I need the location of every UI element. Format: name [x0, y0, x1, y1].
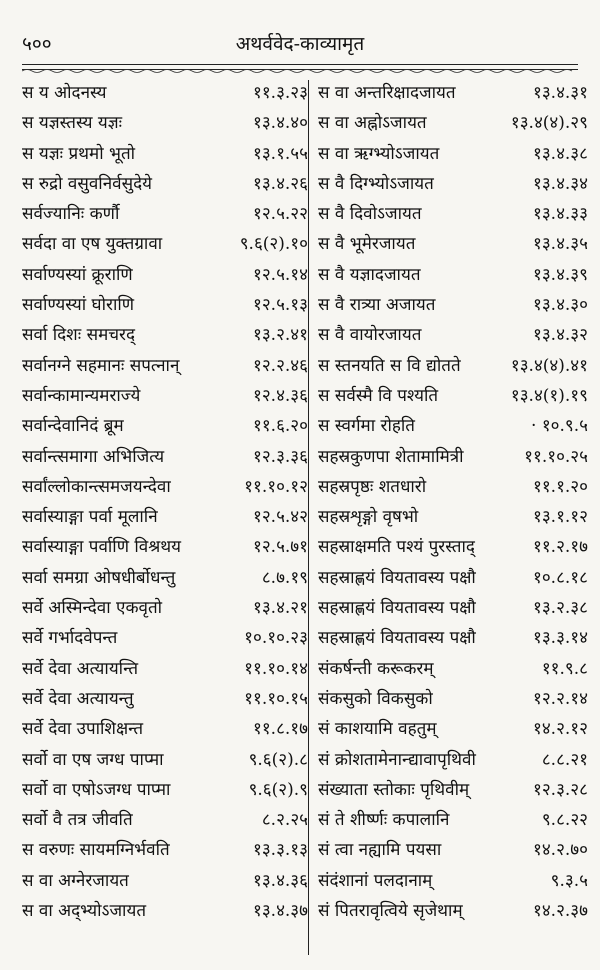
index-entry [318, 78, 588, 108]
verse-reference: ९.६(२).९ [248, 779, 308, 800]
running-title: अथर्ववेद-काव्यामृत [235, 33, 365, 55]
index-entry [22, 623, 308, 653]
verse-text: स यज्ञः प्रथमो भूतो [22, 143, 136, 164]
verse-reference: १२.२.४६ [252, 355, 308, 376]
index-entry [22, 714, 308, 744]
verse-reference: १३.४.३१ [532, 83, 588, 103]
verse-text: सर्वान्देवानिदं ब्रूम [22, 416, 124, 437]
index-entry [318, 623, 588, 653]
verse-text: सहस्राह्णयं वियतावस्य पक्षौ [318, 628, 476, 649]
verse-reference: १२.२.१४ [532, 688, 588, 709]
verse-reference: १३.१.१२ [532, 507, 588, 528]
verse-text: स य ओदनस्य [22, 83, 107, 103]
verse-text: स वा अह्नोऽजायत [318, 113, 427, 134]
verse-reference: १२.४.३६ [252, 385, 308, 406]
verse-reference: · १०.९.५ [531, 416, 588, 437]
verse-reference: १२.५.२२ [252, 204, 308, 225]
verse-text: सं क्रोशतामेनान्द्यावापृथिवी [318, 749, 476, 770]
verse-reference: ९.३.५ [550, 870, 588, 891]
left-column [22, 78, 308, 926]
verse-reference: १३.४.४० [252, 113, 308, 134]
verse-reference: ८.८.२१ [541, 749, 588, 770]
verse-text: संकसुको विकसुको [318, 688, 433, 709]
verse-text: सर्वो वा एषोऽजग्ध पाप्मा [22, 779, 171, 800]
verse-text: स यज्ञस्तस्य यज्ञः [22, 113, 123, 134]
index-entry [318, 169, 588, 199]
verse-reference: १३.३.१३ [252, 840, 308, 861]
verse-reference: १३.४.३५ [532, 234, 588, 255]
index-entry [22, 199, 308, 229]
index-entry [22, 654, 308, 684]
verse-reference: १४.२.१२ [532, 719, 588, 740]
verse-reference: १२.३.२८ [532, 779, 588, 800]
verse-reference: १३.२.४१ [252, 325, 308, 346]
verse-text: स वा ऋग्भ्योऽजायत [318, 143, 440, 164]
index-entry [22, 351, 308, 381]
index-entry [318, 229, 588, 259]
index-entry [22, 835, 308, 865]
index-entry [318, 472, 588, 502]
verse-text: सर्वाण्यस्यां घोराणि [22, 295, 135, 316]
index-entry [318, 290, 588, 320]
verse-text: सर्वो वा एष जग्ध पाप्मा [22, 749, 164, 770]
verse-text: सर्वानग्ने सहमानः सपत्नान् [22, 355, 180, 376]
verse-text: सर्वे देवा उपाशिक्षन्त [22, 719, 144, 740]
index-entry [22, 229, 308, 259]
verse-text: सहस्रकुणपा शेतामामित्री [318, 446, 464, 467]
verse-reference: १३.२.३८ [532, 598, 588, 619]
verse-reference: ११.६.२० [252, 416, 308, 437]
verse-text: सं काशयामि वहतुम् [318, 719, 437, 740]
verse-text: सहस्राह्णयं वियतावस्य पक्षौ [318, 598, 476, 619]
index-entry [318, 260, 588, 290]
verse-reference: १३.४.३८ [532, 143, 588, 164]
index-entry [318, 563, 588, 593]
right-column [318, 78, 588, 926]
verse-text: स वै रात्र्या अजायत [318, 295, 436, 316]
verse-text: संदंशानां पलदानाम् [318, 870, 433, 891]
verse-reference: ८.७.१९ [261, 567, 308, 588]
index-entry [22, 502, 308, 532]
index-entry [22, 381, 308, 411]
verse-reference: ११.१०.१४ [244, 658, 308, 679]
index-entry [22, 472, 308, 502]
verse-text: सर्वास्याङ्गा पर्वाणि विश्रथय [22, 537, 182, 558]
index-entry [22, 866, 308, 896]
verse-reference: ९.६(२).८ [248, 749, 308, 770]
verse-reference: ११.१०.१५ [244, 688, 308, 709]
verse-reference: १३.४.३४ [532, 173, 588, 194]
verse-reference: १३.४.३० [532, 295, 588, 316]
verse-text: सं पितरावृत्विये सृजेथाम् [318, 901, 463, 922]
verse-text: सहस्रपृष्ठः शतधारो [318, 476, 427, 497]
verse-reference: ११.३.२३ [252, 83, 308, 103]
verse-text: सं ते शीर्ष्णः कपालानि [318, 810, 450, 831]
index-entry [318, 775, 588, 805]
verse-text: सर्वे देवा अत्यायन्ति [22, 658, 139, 679]
index-entry [318, 351, 588, 381]
page-header [22, 30, 578, 60]
verse-text: सर्वांल्लोकान्त्समजयन्देवा [22, 476, 171, 497]
verse-text: सहस्राह्णयं वियतावस्य पक्षौ [318, 567, 476, 588]
verse-reference: १२.५.४२ [252, 507, 308, 528]
verse-reference: ९.६(२).१० [239, 234, 308, 255]
header-wave-ornament [22, 68, 578, 74]
index-entry [22, 775, 308, 805]
verse-text: स वै दिग्भ्योऽजायत [318, 173, 434, 194]
verse-text: सर्वास्याङ्गा पर्वा मूलानि [22, 507, 158, 528]
index-entry [318, 532, 588, 562]
index-entry [22, 320, 308, 350]
index-entry [318, 442, 588, 472]
index-entry [318, 502, 588, 532]
index-entry [22, 260, 308, 290]
verse-reference: १३.४(४).४१ [510, 355, 588, 376]
verse-reference: १३.१.५५ [252, 143, 308, 164]
verse-text: स वरुणः सायमग्निर्भवति [22, 840, 170, 861]
index-entry [318, 654, 588, 684]
index-entry [22, 532, 308, 562]
verse-reference: ११.२.१७ [532, 537, 588, 558]
verse-reference: १३.४.३७ [252, 901, 308, 922]
verse-text: सर्वो वै तत्र जीवति [22, 810, 133, 831]
index-entry [318, 320, 588, 350]
index-entry [318, 835, 588, 865]
verse-text: स वा अन्तरिक्षादजायत [318, 83, 456, 103]
verse-reference: १४.२.७० [532, 840, 588, 861]
verse-text: सर्वाण्यस्यां क्रूराणि [22, 264, 133, 285]
verse-text: सर्वे अस्मिन्देवा एकवृतो [22, 598, 163, 619]
verse-text: सर्वे देवा अत्यायन्तु [22, 688, 134, 709]
verse-text: स वा अग्नेरजायत [22, 870, 129, 891]
verse-text: स वै वायोरजायत [318, 325, 422, 346]
verse-reference: ११.१०.२५ [524, 446, 588, 467]
verse-reference: १३.४(४).२९ [510, 113, 588, 134]
verse-text: स वै भूमेरजायत [318, 234, 416, 255]
verse-reference: १३.३.१४ [532, 628, 588, 649]
index-entry [318, 684, 588, 714]
verse-reference: १४.२.३७ [532, 901, 588, 922]
index-entry [318, 411, 588, 441]
verse-text: सर्वान्कामान्यमराज्ये [22, 385, 141, 406]
verse-text: सर्वे गर्भादवेपन्त [22, 628, 118, 649]
verse-reference: १२.५.१३ [252, 295, 308, 316]
verse-text: सर्वा दिशः समचरद् [22, 325, 136, 346]
verse-text: सर्वा समग्रा ओषधीर्बोधन्तु [22, 567, 176, 588]
index-columns [22, 78, 588, 958]
index-entry [22, 896, 308, 926]
verse-text: सहस्रशृङ्गो वृषभो [318, 507, 419, 528]
index-entry [22, 169, 308, 199]
verse-reference: १३.४.२६ [252, 173, 308, 194]
verse-text: स वै दिवोऽजायत [318, 204, 422, 225]
verse-reference: १३.४.३६ [252, 870, 308, 891]
index-entry [318, 381, 588, 411]
verse-text: सं त्वा नह्यामि पयसा [318, 840, 442, 861]
verse-reference: १२.३.३६ [252, 446, 308, 467]
index-entry [22, 563, 308, 593]
index-entry [22, 290, 308, 320]
verse-reference: १३.४.३२ [532, 325, 588, 346]
verse-text: स सर्वस्मै वि पश्यति [318, 385, 439, 406]
verse-text: स स्वर्गमा रोहति [318, 416, 415, 437]
index-entry [22, 805, 308, 835]
index-entry [318, 108, 588, 138]
verse-text: स वा अद्भ्योऽजायत [22, 901, 147, 922]
index-entry [318, 745, 588, 775]
verse-text: संख्याता स्तोकाः पृथिवीम् [318, 779, 470, 800]
index-entry [318, 805, 588, 835]
index-entry [22, 593, 308, 623]
verse-text: स रुद्रो वसुवनिर्वसुदेये [22, 173, 152, 194]
verse-reference: ९.८.२२ [541, 810, 588, 831]
verse-text: सहस्राक्षमति पश्यं पुरस्ताद् [318, 537, 475, 558]
verse-reference: १३.४.२१ [252, 598, 308, 619]
verse-text: सर्वदा वा एष युक्तग्रावा [22, 234, 163, 255]
index-entry [318, 866, 588, 896]
verse-text: सर्वान्त्समागा अभिजित्य [22, 446, 165, 467]
index-entry [318, 593, 588, 623]
index-entry [22, 442, 308, 472]
verse-text: स वै यज्ञादजायत [318, 264, 421, 285]
verse-reference: ११.१०.१२ [244, 476, 308, 497]
verse-text: संकर्षन्ती करूकरम् [318, 658, 434, 679]
index-entry [318, 896, 588, 926]
verse-reference: १३.४.३३ [532, 204, 588, 225]
index-entry [22, 745, 308, 775]
index-entry [22, 108, 308, 138]
index-entry [22, 411, 308, 441]
verse-reference: ११.८.१७ [252, 719, 308, 740]
verse-text: सर्वज्यानिः कर्णौ [22, 204, 120, 225]
index-entry [22, 139, 308, 169]
index-entry [318, 714, 588, 744]
verse-reference: १३.४.३९ [532, 264, 588, 285]
index-entry [22, 78, 308, 108]
index-entry [22, 684, 308, 714]
verse-text: स स्तनयति स वि द्योतते [318, 355, 461, 376]
verse-reference: १२.५.१४ [252, 264, 308, 285]
index-entry [318, 139, 588, 169]
index-entry [318, 199, 588, 229]
verse-reference: १२.५.७१ [252, 537, 308, 558]
verse-reference: १०.१०.२३ [244, 628, 308, 649]
verse-reference: ११.१.२० [532, 476, 588, 497]
verse-reference: ११.९.८ [541, 658, 588, 679]
verse-reference: ८.२.२५ [261, 810, 308, 831]
page-number: ५०० [22, 33, 52, 55]
verse-reference: १३.४(१).१९ [510, 385, 588, 406]
verse-reference: १०.८.१८ [532, 567, 588, 588]
